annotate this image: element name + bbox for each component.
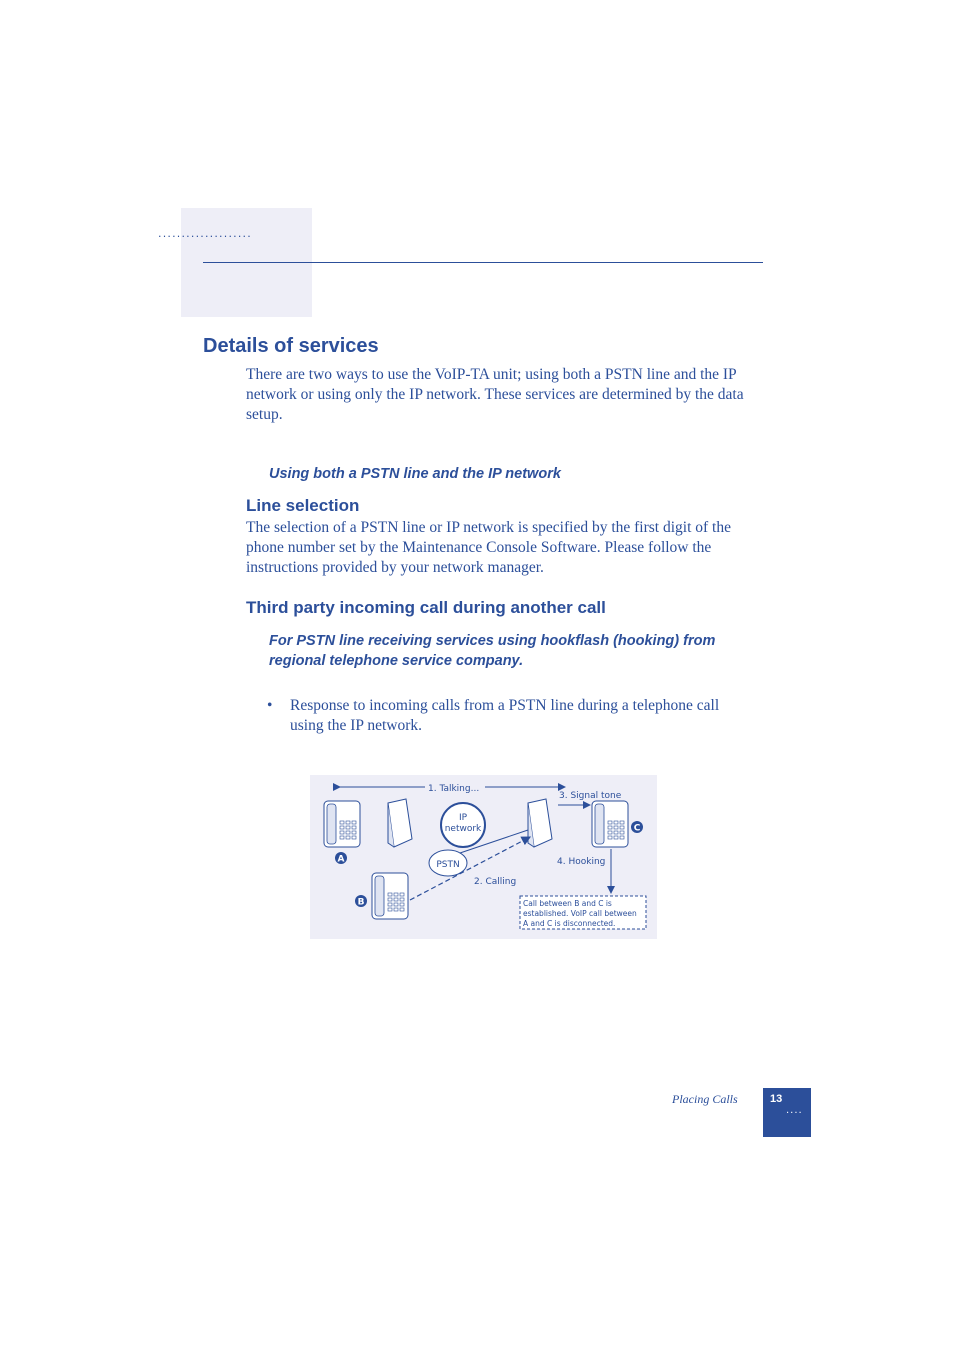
result-note-line-2: established. VoIP call between [523,909,637,918]
call-flow-diagram [310,775,657,939]
subheading-pstn-ip: Using both a PSTN line and the IP network [269,466,561,482]
header-rule [203,262,763,263]
badge-b-label: B [357,897,365,908]
page-title: Details of services [203,335,379,357]
phone-b-icon [372,873,408,919]
phone-c-icon [592,801,628,847]
intro-paragraph: There are two ways to use the VoIP-TA unit; using both a PSTN line and the IP network or using only the IP network. These services are determined by the data setup. [246,366,744,423]
calling-label: 2. Calling [474,877,517,887]
result-note-line-3: A and C is disconnected. [523,919,616,928]
third-party-heading: Third party incoming call during another call [246,598,606,617]
line-selection-heading: Line selection [246,496,360,515]
page-number-dots: .... [786,1105,803,1116]
ip-network-label-2: network [444,824,482,834]
bullet-text: Response to incoming calls from a PSTN line during a telephone call using the IP network. [290,697,720,734]
bullet-icon: • [267,697,273,714]
phone-a-icon [324,801,360,847]
third-party-subheading: For PSTN line receiving services using hookflash (hooking) from regional telephone service company. [269,633,716,669]
badge-c-label: C [633,823,641,834]
page-number: 13 [770,1093,783,1105]
line-selection-paragraph: The selection of a PSTN line or IP network is specified by the first digit of the phone number set by the Maintenance Console Software. Please follow the instructions provided by your network manager. [246,519,731,576]
header-dots: .................... [158,227,252,240]
result-note-line-1: Call between B and C is [523,899,612,908]
signal-tone-label: 3. Signal tone [559,791,622,801]
talking-label: 1. Talking... [428,784,480,794]
pstn-label: PSTN [436,860,460,870]
ip-network-label-1: IP [458,813,468,823]
footer-section-label: Placing Calls [672,1092,738,1106]
badge-a-label: A [337,854,345,865]
hooking-label: 4. Hooking [557,857,606,867]
